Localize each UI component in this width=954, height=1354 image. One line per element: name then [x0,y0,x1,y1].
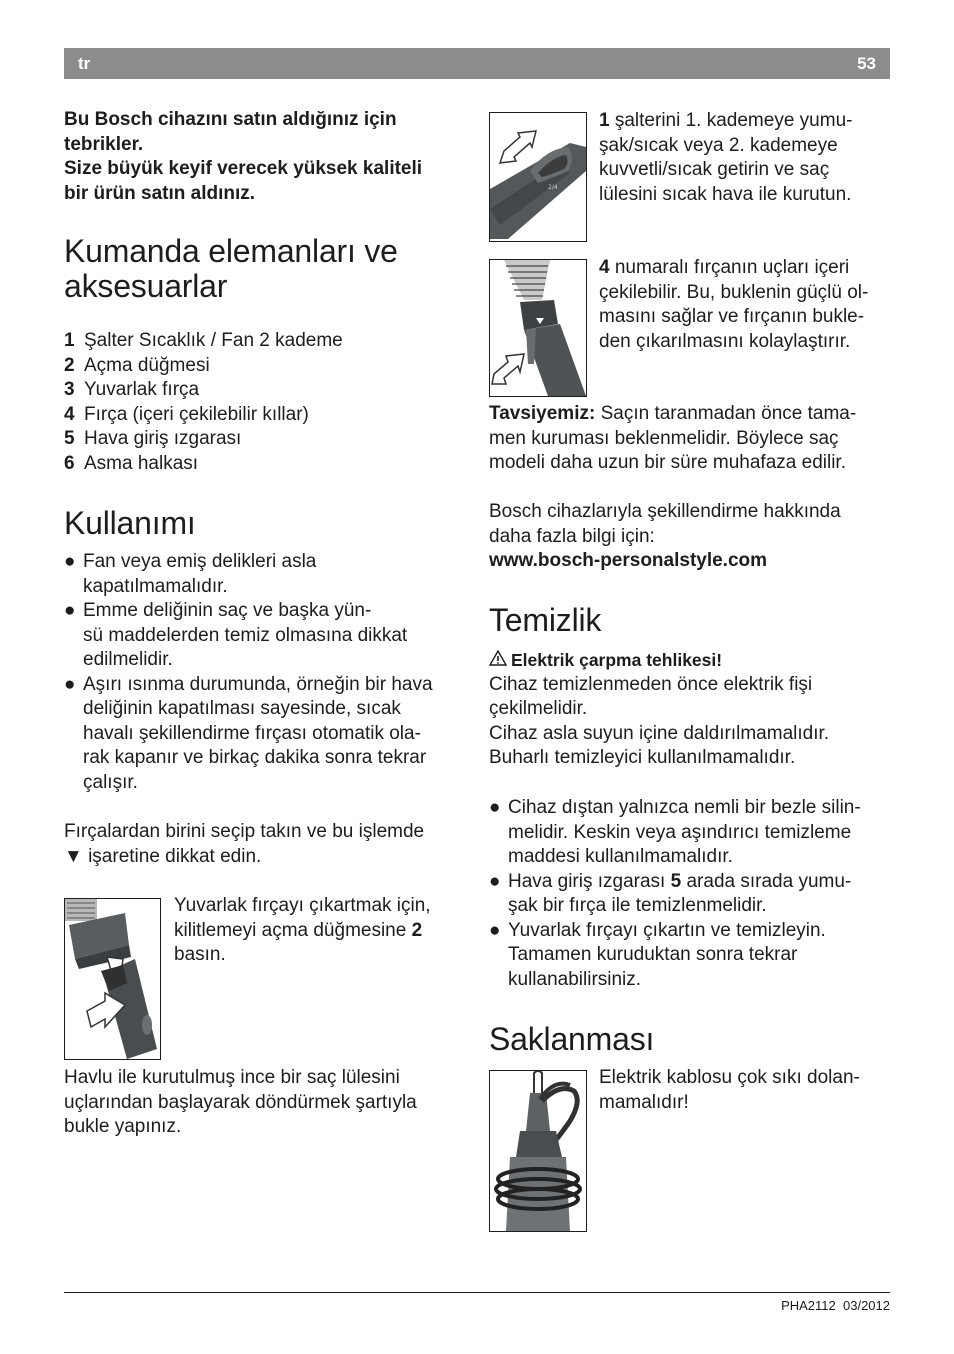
svg-text:2/4: 2/4 [548,184,558,191]
info-paragraph: Bosch cihazlarıyla şekillendirme hakkında daha fazla bilgi için: www.bosch-personalstyle.com [489,500,841,574]
tip-paragraph: Tavsiyemiz: Saçın taranmadan önce tama- men kuruması beklenmelidir. Böylece saç modeli daha uzun bir süre muhafaza edilir. [489,403,857,473]
usage-heading [64,506,196,541]
heading-line: Temizlik [489,602,602,638]
figure3-caption: 4 numaralı fırçanın uçları içeri çekilebilir. Bu, buklenin güçlü ol- masını sağlar ve fırçanın bukle- den çıkarılmasını kolaylaştırır. [599,257,869,352]
page-number: 53 [857,54,876,73]
bullet-icon: ● [64,673,76,695]
usage-paragraph: Fırçalardan birini seçip takın ve bu işlemde ▼ işaretine dikkat edin. [64,821,425,867]
list-item: ● Aşırı ısınma durumunda, örneğin bir hava deliğinin kapatılması sayesinde, sıcak havalı şekillendirme fırçası otomatik ola- rak kapanır ve birkaç dakika sonra tekrar çalışır. [64,673,464,796]
storage-heading [489,1022,654,1057]
intro-line: tebrikler. [64,133,144,155]
list-item: 6 Asma halkası [64,452,199,474]
list-item: ● Cihaz dıştan yalnızca nemli bir bezle silin- melidir. Keskin veya aşındırıcı temizleme maddesi kullanılmamalıdır. [489,796,899,870]
bullet-icon: ● [64,600,76,621]
list-item: 1 Şalter Sıcaklık / Fan 2 kademe [64,330,343,351]
intro-text [64,108,422,206]
controls-heading [64,234,398,304]
figure-switch [489,112,587,242]
bullet-icon: ● [489,797,501,818]
intro-line: bir ürün satın aldınız. [64,182,256,204]
intro-line: Bu Bosch cihazını satın aldığınız için [64,109,397,130]
figure-remove-brush [64,898,161,1060]
heading-line: aksesuarlar [64,268,228,304]
curl-paragraph: Havlu ile kurutulmuş ince bir saç lülesini uçlarından başlayarak döndürmek şartıyla bukle yapınız. [64,1067,417,1137]
cleaning-heading [489,603,601,638]
list-item: 3 Yuvarlak fırça [64,379,200,400]
bullet-icon: ● [489,919,501,941]
bullet-icon: ● [64,551,76,572]
footer-divider [64,1292,890,1293]
list-item: 2 Açma düğmesi [64,354,210,376]
publication-date: 03/2012 [843,1298,890,1313]
usage-bullets [64,550,464,795]
list-item: ● Emme deliğinin saç ve başka yün- sü maddelerden temiz olmasına dikkat edilmelidir. [64,599,464,673]
model-number: PHA2112 [781,1298,836,1313]
list-item: 5 Hava giriş ızgarası [64,428,242,449]
heading-line: Saklanması [489,1021,655,1057]
intro-line: Size büyük keyif verecek yüksek kaliteli [64,158,423,179]
heading-line: Kullanımı [64,505,196,541]
figure1-caption: Yuvarlak fırçayı çıkartmak için, kilitlemeyi açma düğmesine 2 basın. [174,895,431,965]
cleaning-warning: Elektrik çarpma tehlikesi! Cihaz temizlenmeden önce elektrik fişi çekilmelidir. Cihaz asla suyun içine daldırılmamalıdır. Buharlı temizleyici kullanılmamalıdır. [489,650,830,768]
figure2-caption: 1 şalterini 1. kademeye yumu- şak/sıcak veya 2. kademeye kuvvetli/sıcak getirin ve saç lülesini sıcak hava ile kurutun. [599,110,853,205]
figure-storage [489,1070,587,1232]
list-item: ● Fan veya emiş delikleri asla kapatılmamalıdır. [64,550,464,599]
list-item: 4 Fırça (içeri çekilebilir kıllar) [64,403,309,425]
page-header-bar [64,48,890,79]
bullet-icon: ● [489,870,501,892]
figure-retractable-brush [489,259,587,397]
warning-triangle-icon [489,648,511,673]
warning-text: Elektrik çarpma tehlikesi! [511,650,723,670]
list-item: ● Yuvarlak fırçayı çıkartın ve temizleyin. Tamamen kuruduktan sonra tekrar kullanabilirsiniz. [489,919,899,993]
controls-list [64,329,343,476]
language-code: tr [78,54,91,73]
website-link[interactable]: www.bosch-personalstyle.com [489,550,768,571]
heading-line: Kumanda elemanları ve [64,233,398,269]
storage-caption: Elektrik kablosu çok sıkı dolan- mamalıdır! [599,1067,860,1113]
footer-info [781,1298,890,1313]
cleaning-bullets [489,796,899,992]
list-item: ● Hava giriş ızgarası 5 arada sırada yumu- şak bir fırça ile temizlenmelidir. [489,870,899,919]
